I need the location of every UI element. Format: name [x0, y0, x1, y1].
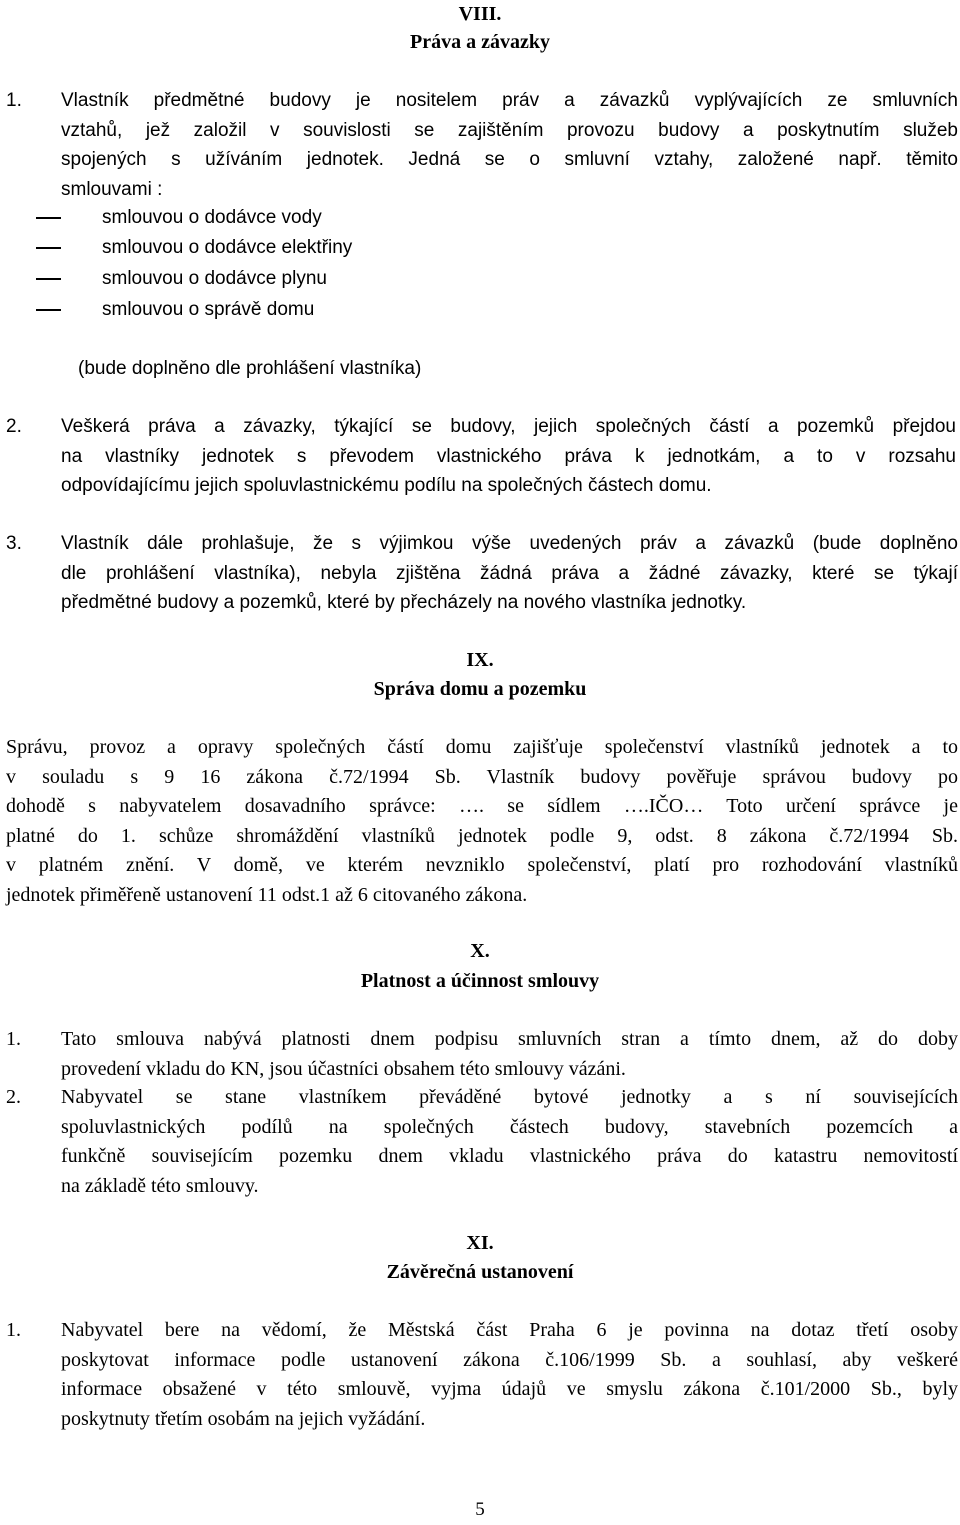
section-8-item-1-text	[61, 86, 958, 204]
section-10-item-1-text	[61, 1025, 958, 1084]
text-line: Správu, provoz a opravy společných částí domu zajišťuje společenství vlastníků jednotek a to	[6, 736, 958, 758]
text-line: poskytovat informace podle ustanovení zákona č.106/1999 Sb. a souhlasí, aby veškeré	[61, 1348, 958, 1371]
text-line: platné do 1. schůze shromáždění vlastníků jednotek podle 9, odst. 8 zákona č.72/1994 Sb.	[6, 824, 958, 847]
text-line: informace obsažené v této smlouvě, vyjma údajů ve smyslu zákona č.101/2000 Sb., byly	[61, 1378, 958, 1400]
section-8-item-1-number: 1.	[6, 90, 22, 111]
dash-bullet-icon	[36, 309, 61, 311]
section-10-item-1-number: 1.	[6, 1028, 21, 1050]
section-8-number: VIII.	[458, 3, 502, 25]
section-9-title: Správa domu a pozemku	[373, 678, 587, 700]
dash-bullet-icon	[36, 247, 61, 249]
section-9-text	[6, 733, 958, 910]
text-line: smlouvami :	[61, 178, 163, 200]
section-8-title: Práva a závazky	[410, 31, 550, 53]
text-line: funkčně souvisejícím pozemku dnem vkladu vlastnického práva do katastru nemovitostí	[61, 1145, 958, 1167]
text-line: poskytnuty třetím osobám na jejich vyžádání.	[61, 1407, 426, 1430]
section-10-number: X.	[470, 940, 490, 962]
text-line: spoluvlastnických podílů na společných částech budovy, stavebních pozemcích a	[61, 1115, 958, 1138]
text-line: předmětné budovy a pozemků, které by přecházely na nového vlastníka jednotky.	[61, 592, 747, 613]
text-line: na vlastníky jednotek s převodem vlastnického práva k jednotkám, a to v rozsahu	[61, 445, 956, 467]
section-8-item-2-number: 2.	[6, 416, 22, 437]
text-line: dle prohlášení vlastníka), nebyla zjištěna žádná práva a žádné závazky, které se týkají	[61, 562, 958, 584]
section-11-number: XI.	[466, 1232, 494, 1254]
dash-item-text: smlouvou o dodávce plynu	[102, 268, 327, 289]
dash-bullet-icon	[36, 217, 61, 219]
dash-item-text: smlouvou o dodávce vody	[102, 207, 322, 228]
section-8-note: (bude doplněno dle prohlášení vlastníka)	[78, 358, 422, 379]
section-8-item-3-number: 3.	[6, 533, 22, 554]
page-number: 5	[475, 1499, 485, 1520]
section-8-item-3-text	[61, 529, 958, 618]
text-line: Vlastník předmětné budovy je nositelem práv a závazků vyplývajících ze smluvních	[61, 90, 958, 111]
text-line: provedení vkladu do KN, jsou účastníci obsahem této smlouvy vázáni.	[61, 1057, 626, 1080]
text-line: Nabyvatel se stane vlastníkem převáděné bytové jednotky a s ní souvisejících	[61, 1086, 958, 1108]
text-line: odpovídajícímu jejich spoluvlastnickému podílu na společných částech domu.	[61, 475, 712, 496]
section-10-title: Platnost a účinnost smlouvy	[360, 970, 600, 992]
section-11-item-1-number: 1.	[6, 1319, 21, 1341]
text-line: v platném znění. V domě, ve kterém nevzniklo společenství, platí pro rozhodování vlastníků	[6, 854, 958, 876]
text-line: v souladu s 9 16 zákona č.72/1994 Sb. Vlastník budovy pověřuje správou budovy po	[6, 765, 958, 788]
section-9-number: IX.	[466, 649, 494, 671]
text-line: vztahů, jež založil v souvislosti se zajištěním provozu budovy a poskytnutím služeb	[61, 119, 958, 141]
section-10-item-2-number: 2.	[6, 1086, 21, 1108]
section-10-item-2-text	[61, 1083, 958, 1201]
text-line: spojených s užíváním jednotek. Jedná se o smluvní vztahy, založené např. těmito	[61, 149, 958, 170]
text-line: Veškerá práva a závazky, týkající se budovy, jejich společných částí a pozemků přejdou	[61, 416, 956, 437]
dash-bullet-icon	[36, 278, 61, 280]
text-line: jednotek přiměřeně ustanovení 11 odst.1 až 6 citovaného zákona.	[6, 883, 528, 906]
dash-item-text: smlouvou o správě domu	[102, 299, 315, 320]
text-line: dohodě s nabyvatelem dosavadního správce: …. se sídlem ….IČO… Toto určení správce je	[6, 795, 958, 817]
section-11-title: Závěrečná ustanovení	[386, 1261, 574, 1283]
section-11-item-1-text	[61, 1316, 958, 1434]
text-line: na základě této smlouvy.	[61, 1174, 259, 1197]
text-line: Tato smlouva nabývá platnosti dnem podpisu smluvních stran a tímto dnem, až do doby	[61, 1028, 958, 1050]
section-8-item-2-text	[61, 412, 956, 501]
dash-item-text: smlouvou o dodávce elektřiny	[102, 237, 353, 258]
text-line: Vlastník dále prohlašuje, že s výjimkou výše uvedených práv a závazků (bude doplněno	[61, 533, 958, 554]
text-line: Nabyvatel bere na vědomí, že Městská část Praha 6 je povinna na dotaz třetí osoby	[61, 1319, 958, 1341]
